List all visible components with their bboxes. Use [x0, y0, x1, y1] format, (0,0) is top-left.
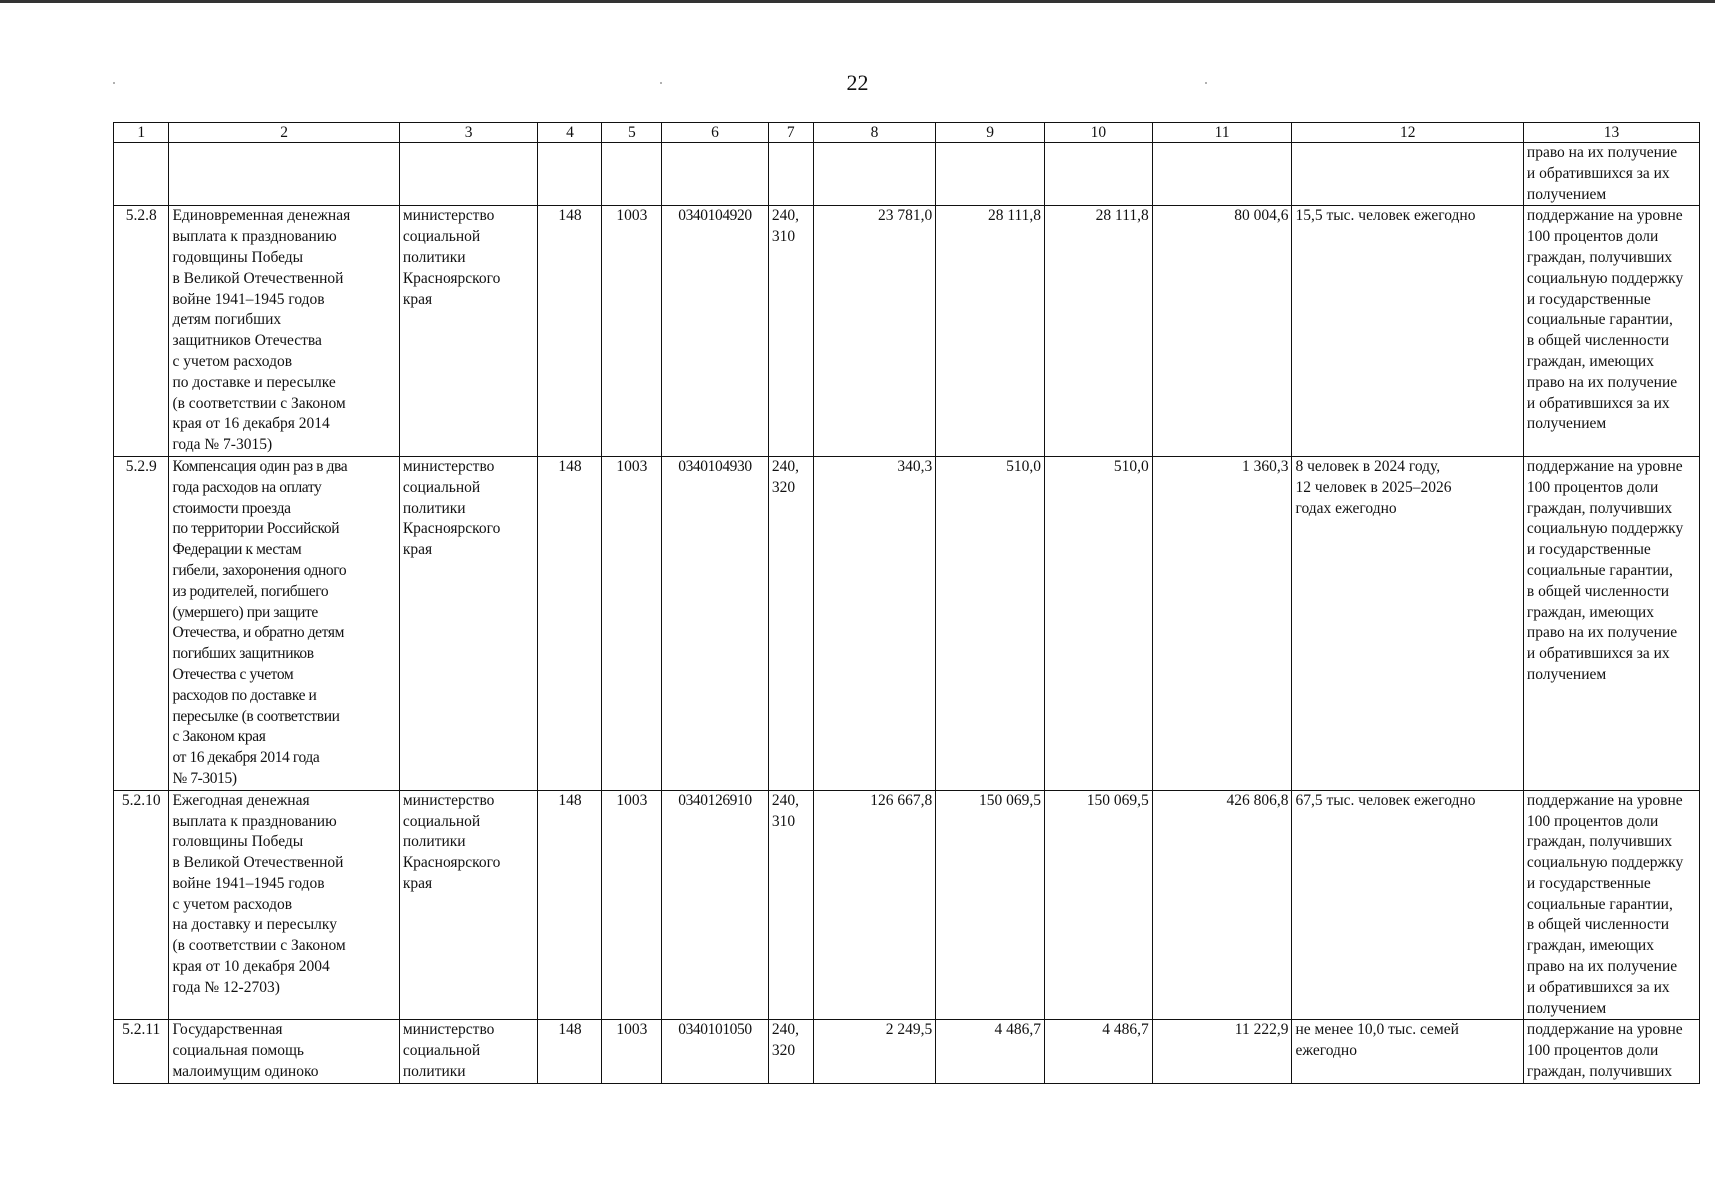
item-number: 5.2.9: [114, 456, 169, 790]
header-cell-9: 9: [936, 123, 1045, 143]
expense-type: 240, 320: [768, 456, 813, 790]
amount-2026: 150 069,5: [1045, 790, 1153, 1020]
table-row: [114, 456, 1700, 790]
amount-2024: 340,3: [813, 456, 936, 790]
table-row-continuation: [114, 143, 1700, 206]
empty-cell: [538, 143, 602, 206]
empty-cell: [936, 143, 1045, 206]
empty-cell: [1045, 143, 1153, 206]
column-number-row: [114, 123, 1700, 143]
header-cell-2: 2: [169, 123, 399, 143]
administrator: министерство социальной политики: [399, 1020, 538, 1083]
section-code: 1003: [602, 206, 662, 457]
empty-cell: [1292, 143, 1523, 206]
gbs-code: 148: [538, 456, 602, 790]
empty-cell: [662, 143, 769, 206]
amount-2024: 23 781,0: [813, 206, 936, 457]
amount-total: 426 806,8: [1152, 790, 1292, 1020]
amount-total: 1 360,3: [1152, 456, 1292, 790]
administrator: министерство социальной политики Красноярского края: [399, 206, 538, 457]
expense-type: 240, 310: [768, 790, 813, 1020]
header-cell-6: 6: [662, 123, 769, 143]
header-cell-13: 13: [1523, 123, 1699, 143]
measure-name: Компенсация один раз в два года расходов на оплату стоимости проезда по территории Российской Федерации к местам гибели, захоронения одного из родителей, погибшего (умершего) при защите Отечества, и обратно детям погибших защитников Отечества с учетом расходов по доставке и пересылке (в соответствии с Законом края от 16 декабря 2014 года № 7-3015): [169, 456, 399, 790]
amount-2025: 28 111,8: [936, 206, 1045, 457]
amount-2024: 126 667,8: [813, 790, 936, 1020]
budget-measures-table: [113, 122, 1700, 1084]
item-number: 5.2.8: [114, 206, 169, 457]
gbs-code: 148: [538, 790, 602, 1020]
header-cell-5: 5: [602, 123, 662, 143]
empty-cell: [399, 143, 538, 206]
amount-2024: 2 249,5: [813, 1020, 936, 1083]
expected-result: 15,5 тыс. человек ежегодно: [1292, 206, 1523, 457]
empty-cell: [602, 143, 662, 206]
header-cell-3: 3: [399, 123, 538, 143]
indicator-cell: поддержание на уровне 100 процентов доли граждан, получивших социальную поддержку и государственные социальные гарантии, в общей численности граждан, имеющих право на их получение и обратившихся за их получением: [1523, 206, 1699, 457]
section-code: 1003: [602, 790, 662, 1020]
page-top-border: [0, 0, 1715, 3]
measure-name: Государственная социальная помощь малоимущим одиноко: [169, 1020, 399, 1083]
empty-cell: [114, 143, 169, 206]
indicator-cell: право на их получение и обратившихся за их получением: [1523, 143, 1699, 206]
amount-2026: 28 111,8: [1045, 206, 1153, 457]
administrator: министерство социальной политики Красноярского края: [399, 456, 538, 790]
target-code: 0340126910: [662, 790, 769, 1020]
indicator-cell: поддержание на уровне 100 процентов доли граждан, получивших: [1523, 1020, 1699, 1083]
amount-2025: 510,0: [936, 456, 1045, 790]
expense-type: 240, 310: [768, 206, 813, 457]
amount-2026: 4 486,7: [1045, 1020, 1153, 1083]
measure-name: Ежегодная денежная выплата к празднованию головщины Победы в Великой Отечественной войне 1941–1945 годов с учетом расходов на доставку и пересылку (в соответствии с Законом края от 10 декабря 2004 года № 12-2703): [169, 790, 399, 1020]
empty-cell: [813, 143, 936, 206]
empty-cell: [1152, 143, 1292, 206]
amount-2025: 4 486,7: [936, 1020, 1045, 1083]
target-code: 0340101050: [662, 1020, 769, 1083]
expected-result: 8 человек в 2024 году, 12 человек в 2025–2026 годах ежегодно: [1292, 456, 1523, 790]
table-row: [114, 790, 1700, 1020]
table-row: [114, 206, 1700, 457]
amount-total: 11 222,9: [1152, 1020, 1292, 1083]
section-code: 1003: [602, 456, 662, 790]
expense-type: 240, 320: [768, 1020, 813, 1083]
gbs-code: 148: [538, 1020, 602, 1083]
gbs-code: 148: [538, 206, 602, 457]
amount-2025: 150 069,5: [936, 790, 1045, 1020]
amount-total: 80 004,6: [1152, 206, 1292, 457]
header-cell-10: 10: [1045, 123, 1153, 143]
section-code: 1003: [602, 1020, 662, 1083]
amount-2026: 510,0: [1045, 456, 1153, 790]
header-cell-12: 12: [1292, 123, 1523, 143]
target-code: 0340104930: [662, 456, 769, 790]
administrator: министерство социальной политики Красноярского края: [399, 790, 538, 1020]
item-number: 5.2.11: [114, 1020, 169, 1083]
header-cell-11: 11: [1152, 123, 1292, 143]
header-cell-4: 4: [538, 123, 602, 143]
measure-name: Единовременная денежная выплата к празднованию годовщины Победы в Великой Отечественной войне 1941–1945 годов детям погибших защитников Отечества с учетом расходов по доставке и пересылке (в соответствии с Законом края от 16 декабря 2014 года № 7-3015): [169, 206, 399, 457]
indicator-cell: поддержание на уровне 100 процентов доли граждан, получивших социальную поддержку и государственные социальные гарантии, в общей численности граждан, имеющих право на их получение и обратившихся за их получением: [1523, 456, 1699, 790]
header-cell-7: 7: [768, 123, 813, 143]
empty-cell: [768, 143, 813, 206]
empty-cell: [169, 143, 399, 206]
expected-result: 67,5 тыс. человек ежегодно: [1292, 790, 1523, 1020]
table-row: [114, 1020, 1700, 1083]
header-cell-8: 8: [813, 123, 936, 143]
item-number: 5.2.10: [114, 790, 169, 1020]
page-number: 22: [846, 70, 869, 95]
target-code: 0340104920: [662, 206, 769, 457]
expected-result: не менее 10,0 тыс. семей ежегодно: [1292, 1020, 1523, 1083]
indicator-cell: поддержание на уровне 100 процентов доли граждан, получивших социальную поддержку и государственные социальные гарантии, в общей численности граждан, имеющих право на их получение и обратившихся за их получением: [1523, 790, 1699, 1020]
header-cell-1: 1: [114, 123, 169, 143]
